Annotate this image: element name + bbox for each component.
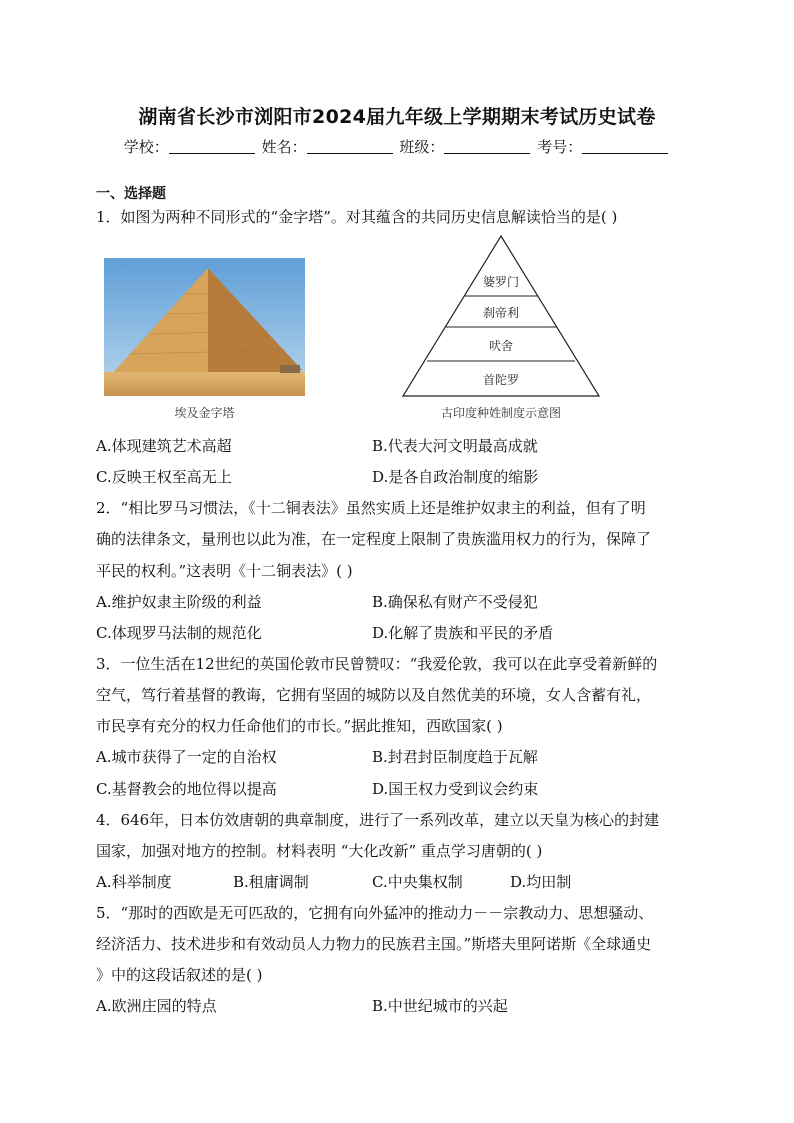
q2-option-a[interactable]: A.维护奴隶主阶级的利益 xyxy=(96,593,262,611)
q3-option-c[interactable]: C.基督教会的地位得以提高 xyxy=(96,780,277,798)
q3-option-b[interactable]: B.封君封臣制度趋于瓦解 xyxy=(372,748,538,766)
q3-line-3: 市民享有充分的权力任命他们的市长。”据此推知，西欧国家( ) xyxy=(96,717,503,735)
q5-option-b[interactable]: B.中世纪城市的兴起 xyxy=(372,997,508,1015)
caste-pyramid-diagram xyxy=(400,234,602,398)
q5-line-3: 》中的这段话叙述的是( ) xyxy=(96,966,263,984)
q2-line-2: 确的法律条文，量刑也以此为准，在一定程度上限制了贵族滥用权力的行为，保障了 xyxy=(96,530,652,548)
egypt-pyramid-caption: 埃及金字塔 xyxy=(174,406,235,420)
q1-option-b[interactable]: B.代表大河文明最高成就 xyxy=(372,437,538,455)
name-blank xyxy=(307,139,393,154)
q4-option-b[interactable]: B.租庸调制 xyxy=(233,873,309,891)
caste-level-3: 吠舍 xyxy=(488,339,514,353)
q4-line-2: 国家，加强对地方的控制。材料表明 “大化改新” 重点学习唐朝的( ) xyxy=(96,842,543,860)
q5-option-a[interactable]: A.欧洲庄园的特点 xyxy=(96,997,217,1015)
caste-level-2: 刹帝利 xyxy=(482,306,520,320)
q2-option-d[interactable]: D.化解了贵族和平民的矛盾 xyxy=(372,624,554,642)
q3-line-1: 3．一位生活在12世纪的英国伦敦市民曾赞叹：“我爱伦敦，我可以在此享受着新鲜的 xyxy=(96,655,658,673)
field-school-label: 学校： xyxy=(123,138,169,156)
q4-option-c[interactable]: C.中央集权制 xyxy=(372,873,463,891)
q2-option-b[interactable]: B.确保私有财产不受侵犯 xyxy=(372,593,538,611)
field-number-label: 考号： xyxy=(537,138,583,156)
q5-line-2: 经济活力、技术进步和有效动员人力物力的民族君主国。”斯塔夫里阿诺斯《全球通史 xyxy=(96,935,652,953)
q2-line-1: 2．“相比罗马习惯法，《十二铜表法》虽然实质上还是维护奴隶主的利益，但有了明 xyxy=(96,499,646,517)
q4-line-1: 4．646年，日本仿效唐朝的典章制度，进行了一系列改革，建立以天皇为核心的封建 xyxy=(96,811,660,829)
q4-option-d[interactable]: D.均田制 xyxy=(510,873,572,891)
q1-option-a[interactable]: A.体现建筑艺术高超 xyxy=(96,437,232,455)
caste-level-1: 婆罗门 xyxy=(482,275,520,289)
q2-option-c[interactable]: C.体现罗马法制的规范化 xyxy=(96,624,262,642)
class-blank xyxy=(444,139,530,154)
school-blank xyxy=(169,139,255,154)
section-heading: 一、选择题 xyxy=(96,186,166,202)
q1-option-c[interactable]: C.反映王权至高无上 xyxy=(96,468,232,486)
q1-option-d[interactable]: D.是各自政治制度的缩影 xyxy=(372,468,539,486)
q3-option-d[interactable]: D.国王权力受到议会约束 xyxy=(372,780,539,798)
exam-title: 湖南省长沙市浏阳市2024届九年级上学期期末考试历史试卷 xyxy=(138,106,656,128)
egypt-pyramid-photo xyxy=(104,258,305,396)
number-blank xyxy=(582,139,668,154)
caste-diagram-caption: 古印度种姓制度示意图 xyxy=(440,406,561,420)
student-info-line xyxy=(0,136,794,157)
q5-line-1: 5．“那时的西欧是无可匹敌的，它拥有向外猛冲的推动力－－宗教动力、思想骚动、 xyxy=(96,904,654,922)
q3-option-a[interactable]: A.城市获得了一定的自治权 xyxy=(96,748,277,766)
field-name-label: 姓名： xyxy=(261,138,307,156)
q1-stem: 1．如图为两种不同形式的“金字塔”。对其蕴含的共同历史信息解读恰当的是( ) xyxy=(96,208,618,226)
caste-level-4: 首陀罗 xyxy=(482,373,520,387)
field-class-label: 班级： xyxy=(399,138,445,156)
q2-line-3: 平民的权利。”这表明《十二铜表法》( ) xyxy=(96,562,353,580)
q3-line-2: 空气，笃行着基督的教诲，它拥有坚固的城防以及自然优美的环境，女人含蓄有礼， xyxy=(96,686,652,704)
q4-option-a[interactable]: A.科举制度 xyxy=(96,873,172,891)
